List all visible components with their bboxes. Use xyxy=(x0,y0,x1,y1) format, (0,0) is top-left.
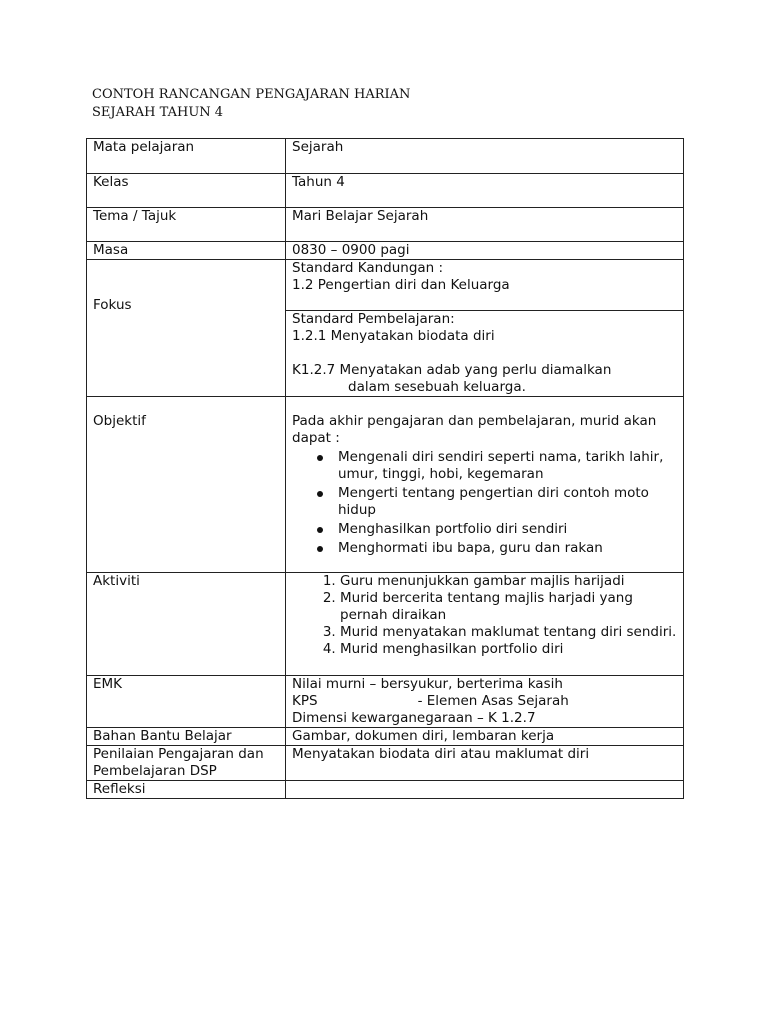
aktiviti-item-4: 4. Murid menghasilkan portfolio diri xyxy=(340,641,564,657)
objektif-item-2-line1: Mengerti tentang pengertian diri contoh moto xyxy=(338,485,649,501)
label-fokus: Fokus xyxy=(87,260,286,397)
emk-kps-value: - Elemen Asas Sejarah xyxy=(417,693,569,709)
emk-cell xyxy=(286,676,684,728)
label-bahan-bantu: Bahan Bantu Belajar xyxy=(87,728,286,746)
value-tema: Mari Belajar Sejarah xyxy=(286,208,684,242)
list-item xyxy=(340,641,677,658)
table-row-bahan-bantu xyxy=(87,728,684,746)
label-masa: Masa xyxy=(87,242,286,260)
value-kelas: Tahun 4 xyxy=(286,174,684,208)
label-penilaian xyxy=(87,746,286,781)
heading-subtitle: SEJARAH TAHUN 4 xyxy=(92,105,224,120)
objektif-item-3: Menghasilkan portfolio diri sendiri xyxy=(338,521,568,537)
value-masa: 0830 – 0900 pagi xyxy=(286,242,684,260)
objektif-item-1-line2: umur, tinggi, hobi, kegemaran xyxy=(338,466,544,482)
aktiviti-item-2-line1: 2. Murid bercerita tentang majlis harjadi yang xyxy=(340,590,633,606)
list-item xyxy=(340,590,677,624)
standard-pembelajaran-cell xyxy=(286,311,684,397)
value-refleksi xyxy=(286,781,684,799)
standard-kandungan-cell xyxy=(286,260,684,311)
aktiviti-item-3: 3. Murid menyatakan maklumat tentang diri sendiri. xyxy=(340,624,677,640)
label-objektif: Objektif xyxy=(87,397,286,573)
standard-kandungan-value: 1.2 Pengertian diri dan Keluarga xyxy=(292,277,510,293)
table-row-mata-pelajaran xyxy=(87,139,684,174)
label-refleksi: Refleksi xyxy=(87,781,286,799)
list-item xyxy=(316,540,677,557)
objektif-list xyxy=(292,449,677,557)
aktiviti-item-2-line2: pernah diraikan xyxy=(340,607,447,623)
emk-kps-label: KPS xyxy=(292,693,318,709)
label-tema: Tema / Tajuk xyxy=(87,208,286,242)
lesson-plan-table xyxy=(86,138,684,799)
objektif-cell xyxy=(286,397,684,573)
objektif-intro-line2: dapat : xyxy=(292,430,340,446)
standard-pembelajaran-title: Standard Pembelajaran: xyxy=(292,311,455,327)
standard-pembelajaran-value: 1.2.1 Menyatakan biodata diri xyxy=(292,328,495,344)
objektif-item-2-line2: hidup xyxy=(338,502,377,518)
table-row-objektif xyxy=(87,397,684,573)
table-row-kelas xyxy=(87,174,684,208)
aktiviti-item-1: 1. Guru menunjukkan gambar majlis harijadi xyxy=(340,573,625,589)
emk-nilai-murni: Nilai murni – bersyukur, berterima kasih xyxy=(292,676,563,692)
value-bahan-bantu: Gambar, dokumen diri, lembaran kerja xyxy=(286,728,684,746)
value-mata-pelajaran: Sejarah xyxy=(286,139,684,174)
label-penilaian-line1: Penilaian Pengajaran dan xyxy=(93,746,264,762)
label-kelas: Kelas xyxy=(87,174,286,208)
label-aktiviti: Aktiviti xyxy=(87,573,286,676)
table-row-tema xyxy=(87,208,684,242)
table-row-penilaian xyxy=(87,746,684,781)
label-mata-pelajaran: Mata pelajaran xyxy=(87,139,286,174)
list-item xyxy=(316,449,677,483)
label-emk: EMK xyxy=(87,676,286,728)
aktiviti-cell xyxy=(286,573,684,676)
objektif-item-1-line1: Mengenali diri sendiri seperti nama, tarikh lahir, xyxy=(338,449,664,465)
heading-title: CONTOH RANCANGAN PENGAJARAN HARIAN xyxy=(92,87,411,102)
table-row-aktiviti xyxy=(87,573,684,676)
k-standard-line2: dalam sesebuah keluarga. xyxy=(348,379,526,395)
label-penilaian-line2: Pembelajaran DSP xyxy=(93,763,217,779)
emk-dimensi: Dimensi kewarganegaraan – K 1.2.7 xyxy=(292,710,536,726)
aktiviti-list xyxy=(292,573,677,658)
table-row-fokus-sk xyxy=(87,260,684,311)
objektif-item-4: Menghormati ibu bapa, guru dan rakan xyxy=(338,540,603,556)
standard-kandungan-title: Standard Kandungan : xyxy=(292,260,444,276)
k-standard-line1: K1.2.7 Menyatakan adab yang perlu diamalkan xyxy=(292,362,612,378)
table-row-emk xyxy=(87,676,684,728)
list-item xyxy=(340,573,677,590)
document-heading xyxy=(92,86,410,122)
list-item xyxy=(316,485,677,519)
value-penilaian: Menyatakan biodata diri atau maklumat diri xyxy=(286,746,684,781)
line-spacer xyxy=(292,345,677,362)
table-row-refleksi xyxy=(87,781,684,799)
list-item xyxy=(316,521,677,538)
objektif-intro-line1: Pada akhir pengajaran dan pembelajaran, murid akan xyxy=(292,413,657,429)
table-row-masa xyxy=(87,242,684,260)
list-item xyxy=(340,624,677,641)
emk-kps-line xyxy=(292,693,677,710)
